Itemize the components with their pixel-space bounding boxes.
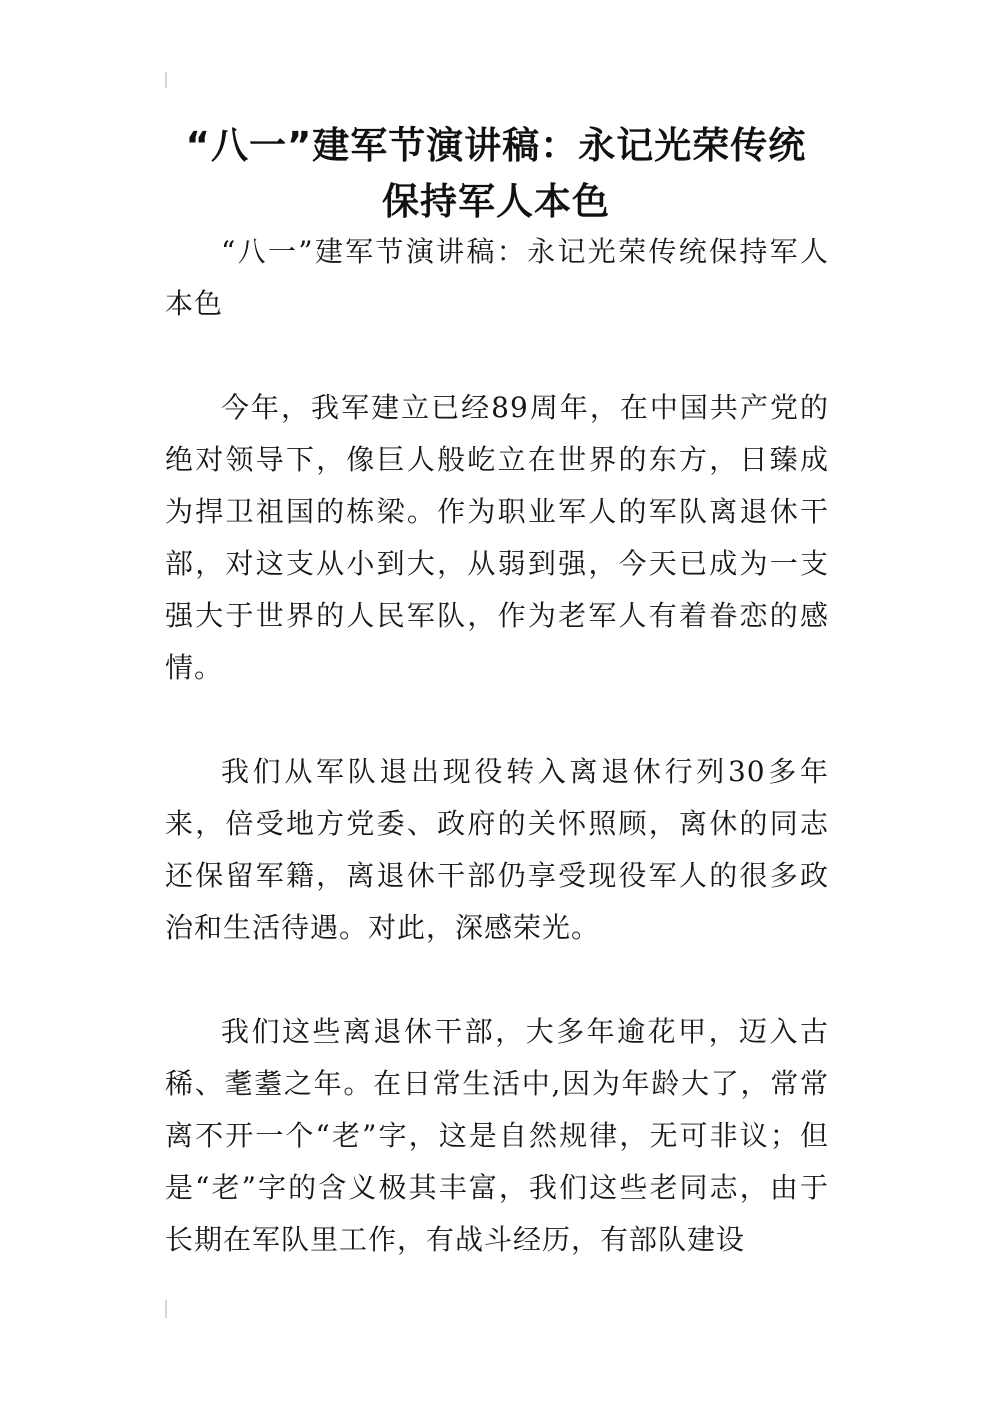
paragraph: 今年，我军建立已经89周年，在中国共产党的绝对领导下，像巨人般屹立在世界的东方，日臻成为捍卫祖国的栋梁。作为职业军人的军队离退休干部，对这支从小到大，从弱到强，今天已成为一支强大于世界的人民军队，作为老军人有着眷恋的感情。: [165, 391, 829, 684]
page-margin-mark-top: [165, 72, 167, 88]
document-subtitle: “八一”建军节演讲稿：永记光荣传统保持军人本色: [165, 235, 829, 320]
paragraph: 我们从军队退出现役转入离退休行列30多年来，倍受地方党委、政府的关怀照顾，离休的同志还保留军籍，离退休干部仍享受现役军人的很多政治和生活待遇。对此，深感荣光。: [165, 755, 829, 944]
paragraph: 我们这些离退休干部，大多年逾花甲，迈入古稀、耄耋之年。在日常生活中,因为年龄大了，常常离不开一个“老”字，这是自然规律，无可非议；但是“老”字的含义极其丰富，我们这些老同志，由于长期在军队里工作，有战斗经历，有部队建设: [165, 1015, 829, 1256]
document-title: “八一”建军节演讲稿：永记光荣传统 保持军人本色: [185, 124, 807, 223]
document-body: [165, 226, 829, 1266]
page-margin-mark-bottom: [165, 1300, 167, 1318]
